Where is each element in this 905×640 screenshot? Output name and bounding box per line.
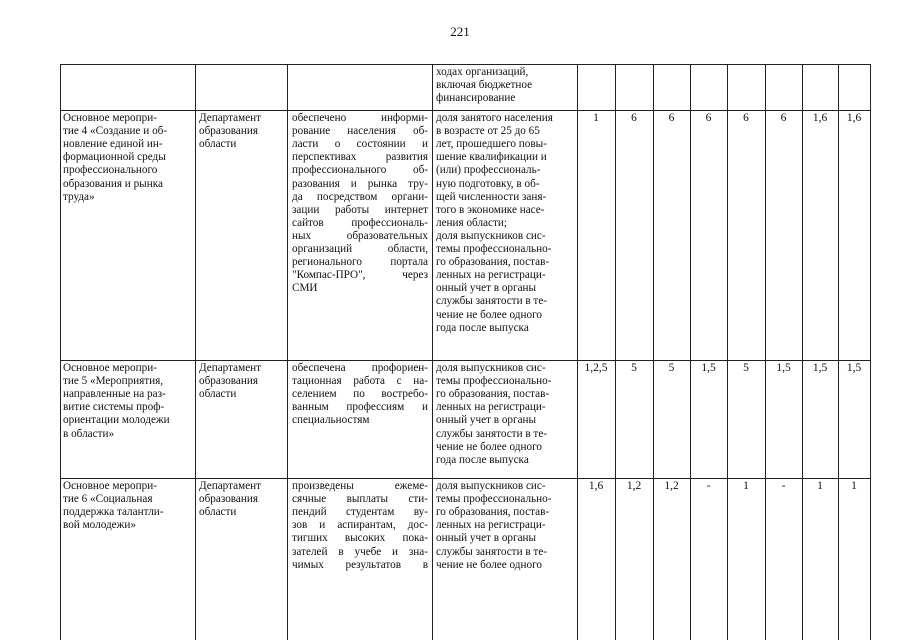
- event-text-line: Основное меропри-: [63, 362, 157, 374]
- executor-text-line: образования: [199, 375, 259, 388]
- indicator-value: 1,5: [776, 362, 791, 374]
- indicator-value: 6: [780, 112, 787, 124]
- table-vertical-rule: [577, 64, 578, 640]
- result-text-line: сячные выплаты сти-: [292, 493, 428, 506]
- event-text-line: новление единой ин-: [63, 138, 163, 151]
- table-horizontal-rule: [60, 110, 870, 111]
- table-vertical-rule: [802, 64, 803, 640]
- executor-text-line: Департамент: [199, 362, 262, 374]
- event-text-line: тие 4 «Создание и об-: [63, 125, 168, 138]
- event-text-line: в области»: [63, 427, 115, 440]
- result-text-line: сайтов профессиональ-: [292, 216, 428, 229]
- indicator-text-line: доля выпускников сис-: [436, 229, 546, 242]
- table-vertical-rule: [60, 64, 61, 640]
- indicator-text-line: го образования, постав-: [436, 388, 550, 401]
- event-text-line: труда»: [63, 190, 95, 203]
- indicator-text-line: чение не более одного: [436, 440, 542, 453]
- indicator-text-line: доля занятого населения: [436, 112, 553, 124]
- indicator-text-line: онный учет в органы: [436, 414, 537, 427]
- result-text-line: регионального портала: [292, 256, 428, 269]
- result-text-line: организаций области,: [292, 243, 428, 255]
- result-text-line: рование населения об-: [292, 125, 428, 138]
- executor-text-line: Департамент: [199, 112, 262, 124]
- result-text-line: ных образовательных: [292, 229, 428, 242]
- indicator-text-line: онный учет в органы: [436, 282, 537, 295]
- event-text-line: направленные на раз-: [63, 388, 166, 401]
- event-text-line: поддержка талантли-: [63, 506, 164, 519]
- indicator-text-line: финансирование: [436, 92, 516, 105]
- indicator-text-line: чение не более одного: [436, 558, 542, 571]
- result-text-line: селением по востребо-: [292, 388, 428, 401]
- indicator-value: 1,6: [812, 112, 828, 124]
- executor-text-line: области: [199, 506, 237, 519]
- indicator-value: 6: [631, 112, 637, 124]
- indicator-text-line: щей численности заня-: [436, 190, 547, 203]
- indicator-text-line: го образования, постав-: [436, 506, 550, 519]
- result-text-line: разования и рынка тру-: [292, 177, 428, 190]
- indicator-text-line: ленных на регистраци-: [436, 519, 546, 532]
- indicator-text-line: онный учет в органы: [436, 532, 537, 545]
- indicator-text-line: службы занятости в те-: [436, 545, 548, 558]
- result-text-line: "Компас-ПРО", через: [292, 269, 428, 282]
- table-vertical-rule: [765, 64, 766, 640]
- indicator-text-line: (или) профессиональ-: [436, 164, 541, 177]
- event-text-line: тие 5 «Мероприятия,: [63, 375, 164, 388]
- indicator-value: -: [706, 480, 711, 492]
- page-number: 221: [450, 24, 470, 39]
- indicator-text-line: го образования, постав-: [436, 256, 550, 269]
- indicator-text-line: того в экономике насе-: [436, 203, 545, 216]
- indicator-text-line: темы профессионально-: [436, 375, 552, 388]
- indicator-value: 1,5: [846, 362, 862, 374]
- indicator-value: 1,5: [701, 362, 716, 374]
- indicator-text-line: лет, прошедшего повы-: [436, 138, 547, 151]
- table-vertical-rule: [838, 64, 839, 640]
- result-text-line: зов и аспирантам, дос-: [292, 519, 428, 532]
- result-text-line: обеспечена профориен-: [292, 362, 428, 374]
- event-text-line: ориентации молодежи: [63, 414, 170, 427]
- indicator-text-line: службы занятости в те-: [436, 295, 548, 308]
- indicator-value: 1,2: [664, 480, 679, 492]
- result-text-line: перспективах развития: [292, 151, 428, 164]
- indicator-value: 5: [631, 362, 637, 374]
- result-text-line: тационная работа с на-: [292, 375, 428, 388]
- indicator-text-line: темы профессионально-: [436, 493, 552, 506]
- table-vertical-rule: [287, 64, 288, 640]
- indicator-value: 1,5: [812, 362, 828, 374]
- result-text-line: зации работы интернет: [292, 203, 428, 216]
- indicator-text-line: доля выпускников сис-: [436, 480, 546, 492]
- table-vertical-rule: [870, 64, 871, 640]
- result-text-line: тигших высоких пока-: [292, 532, 428, 545]
- result-text-line: да посредством органи-: [292, 190, 428, 203]
- table-horizontal-rule: [60, 478, 870, 479]
- table-vertical-rule: [195, 64, 196, 640]
- event-text-line: витие системы проф-: [63, 401, 165, 414]
- event-text-line: образования и рынка: [63, 177, 163, 190]
- indicator-text-line: года после выпуска: [436, 321, 529, 334]
- result-text-line: специальностям: [292, 414, 370, 427]
- indicator-value: 1,6: [846, 112, 862, 124]
- indicator-text-line: шение квалификации и: [436, 151, 547, 164]
- indicator-text-line: доля выпускников сис-: [436, 362, 546, 374]
- indicator-value: 1: [593, 112, 599, 124]
- event-text-line: профессионального: [63, 164, 158, 177]
- table-vertical-rule: [727, 64, 728, 640]
- event-text-line: Основное меропри-: [63, 480, 157, 492]
- indicator-text-line: чение не более одного: [436, 308, 542, 321]
- executor-text-line: области: [199, 138, 237, 151]
- table-horizontal-rule: [60, 64, 870, 65]
- event-text-line: вой молодежи»: [63, 519, 136, 532]
- result-text-line: ласти о состоянии и: [292, 138, 428, 151]
- indicator-value: 1,2: [626, 480, 642, 492]
- result-text-line: пендий студентам ву-: [292, 506, 428, 519]
- indicator-text-line: ления области;: [436, 216, 507, 229]
- indicator-value: 1: [851, 480, 857, 492]
- indicator-text-line: включая бюджетное: [436, 79, 533, 92]
- indicator-text-line: ленных на регистраци-: [436, 269, 546, 282]
- result-text-line: обеспечено информи-: [292, 112, 428, 124]
- indicator-text-line: ходах организаций,: [436, 66, 529, 78]
- indicator-text-line: в возрасте от 25 до 65: [436, 125, 540, 138]
- executor-text-line: области: [199, 388, 237, 401]
- result-text-line: чимых результатов в: [292, 558, 428, 571]
- indicator-value: 1,2,5: [584, 362, 608, 374]
- indicator-value: 1: [743, 480, 749, 492]
- result-text-line: СМИ: [292, 282, 318, 295]
- indicator-value: 5: [743, 362, 749, 374]
- event-text-line: Основное меропри-: [63, 112, 157, 124]
- indicator-value: -: [781, 480, 786, 492]
- executor-text-line: Департамент: [199, 480, 262, 492]
- indicator-text-line: ную подготовку, в об-: [436, 177, 540, 190]
- event-text-line: формационной среды: [63, 151, 166, 164]
- indicator-text-line: ленных на регистраци-: [436, 401, 546, 414]
- indicator-text-line: темы профессионально-: [436, 243, 552, 255]
- result-text-line: профессионального об-: [292, 164, 428, 177]
- indicator-value: 6: [668, 112, 675, 124]
- indicator-text-line: года после выпуска: [436, 453, 529, 466]
- indicator-value: 5: [668, 362, 675, 374]
- table-vertical-rule: [690, 64, 691, 640]
- indicator-value: 1: [817, 480, 823, 492]
- table-vertical-rule: [615, 64, 616, 640]
- event-text-line: тие 6 «Социальная: [63, 493, 153, 506]
- indicator-value: 6: [743, 112, 749, 124]
- indicator-value: 6: [705, 112, 712, 124]
- indicator-value: 1,6: [588, 480, 604, 492]
- result-text-line: ванным профессиям и: [292, 401, 428, 414]
- table-vertical-rule: [432, 64, 433, 640]
- indicator-text-line: службы занятости в те-: [436, 427, 548, 440]
- table-horizontal-rule: [60, 360, 870, 361]
- result-text-line: произведены ежеме-: [292, 480, 428, 492]
- result-text-line: зателей в учебе и зна-: [292, 545, 428, 558]
- executor-text-line: образования: [199, 493, 259, 506]
- table-vertical-rule: [653, 64, 654, 640]
- executor-text-line: образования: [199, 125, 259, 138]
